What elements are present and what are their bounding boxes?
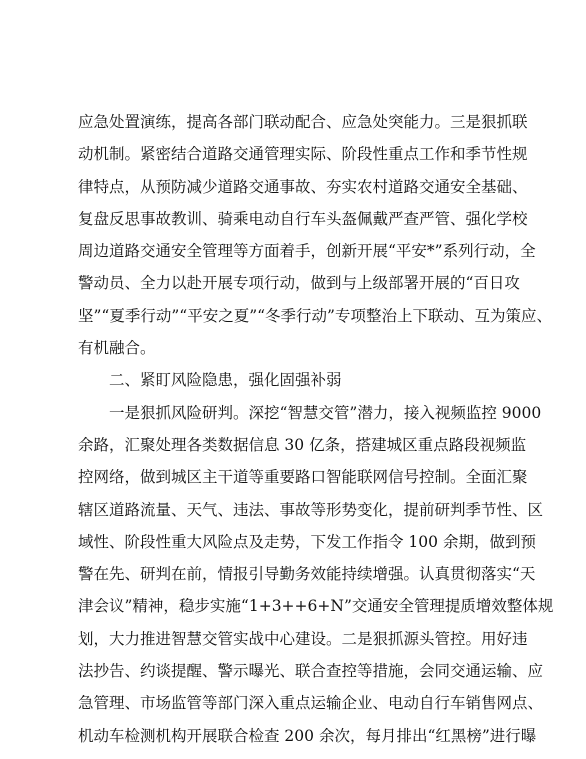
text-line: 警在先、研判在前，情报引导勤务效能持续增强。认真贯彻落实“天 <box>78 565 536 584</box>
text-line: 控网络，做到城区主干道等重要路口智能联网信号控制。全面汇聚 <box>78 468 528 487</box>
text-line: 警动员、全力以赴开展专项行动，做到与上级部署开展的“百日攻 <box>78 274 520 293</box>
text-line: 有机融合。 <box>78 339 156 358</box>
text-line: 周边道路交通安全管理等方面着手，创新开展“平安*”系列行动，全 <box>78 242 536 261</box>
body-text <box>78 106 554 752</box>
text-line: 二、紧盯风险隐患，强化固强补弱 <box>109 371 342 390</box>
text-line: 机动车检测机构开展联合检查 200 余次，每月排出“红黑榜”进行曝 <box>78 726 537 745</box>
text-line: 划，大力推进智慧交管实战中心建设。二是狠抓源头管控。用好违 <box>78 629 528 648</box>
text-line: 余路，汇聚处理各类数据信息 30 亿条，搭建城区重点路段视频监 <box>78 435 527 454</box>
text-line: 急管理、市场监管等部门深入重点运输企业、电动自行车销售网点、 <box>78 694 544 713</box>
text-line: 应急处置演练，提高各部门联动配合、应急处突能力。三是狠抓联 <box>78 113 528 131</box>
text-line: 坚”“夏季行动”“平安之夏”“冬季行动”专项整治上下联动、互为策应、 <box>78 306 552 325</box>
text-line: 辖区道路流量、天气、违法、事故等形势变化，提前研判季节性、区 <box>78 500 544 519</box>
text-line: 律特点，从预防减少道路交通事故、夯实农村道路交通安全基础、 <box>78 177 528 196</box>
text-line: 法抄告、约谈提醒、警示曝光、联合查控等措施，会同交通运输、应 <box>78 662 544 681</box>
text-line: 域性、阶段性重大风险点及走势，下发工作指令 100 余期，做到预 <box>78 532 536 551</box>
text-line: 动机制。紧密结合道路交通管理实际、阶段性重点工作和季节性规 <box>78 145 528 164</box>
text-line: 复盘反思事故教训、骑乘电动自行车头盔佩戴严查严管、强化学校 <box>78 209 528 228</box>
text-line: 一是狠抓风险研判。深挖“智慧交管”潜力，接入视频监控 9000 <box>109 403 542 422</box>
text-line: 津会议”精神，稳步实施“1+3++6+N”交通安全管理提质增效整体规 <box>78 597 554 616</box>
